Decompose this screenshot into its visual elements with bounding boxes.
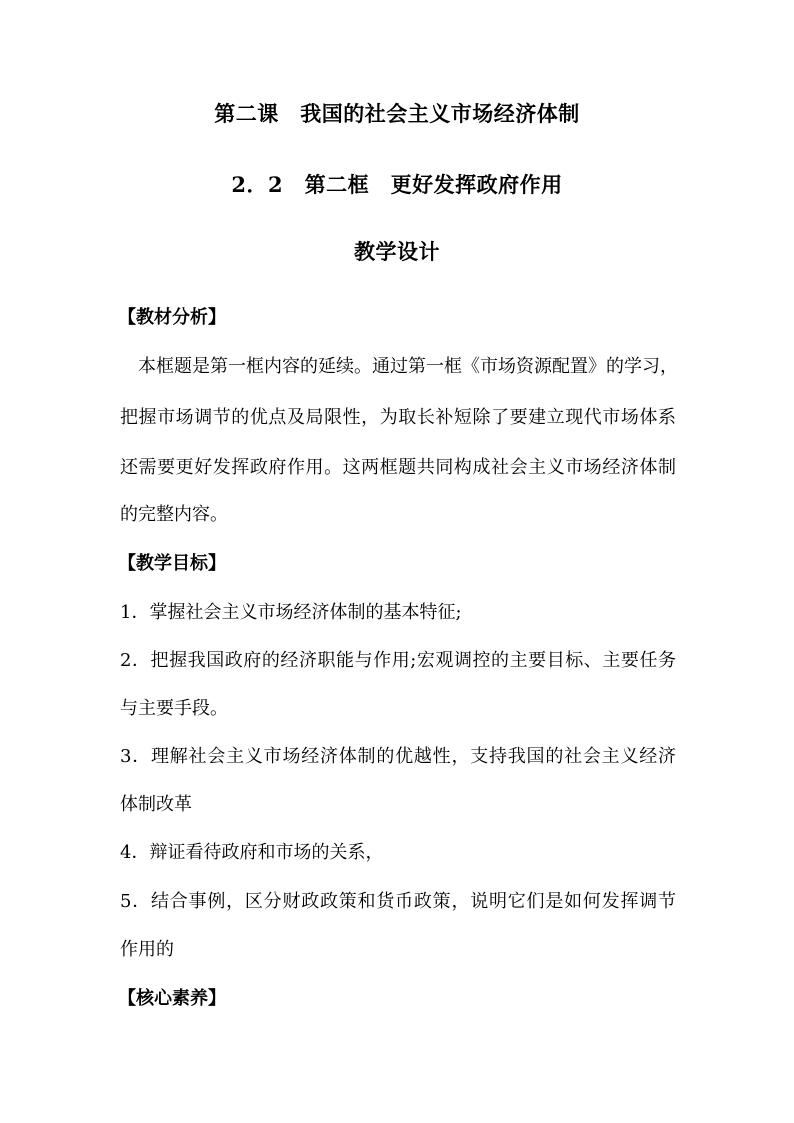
objective-item-continued: 与主要手段。 (120, 698, 228, 719)
objective-item: 4．辩证看待政府和市场的关系， (120, 842, 384, 863)
objectives-heading: 【教学目标】 (118, 553, 226, 574)
document-type-title: 教学设计 (354, 239, 440, 264)
objective-item-continued: 体制改革 (120, 794, 192, 815)
analysis-paragraph-line: 还需要更好发挥政府作用。这两框题共同构成社会主义市场经济体制 (120, 457, 676, 478)
objective-item: 5．结合事例，区分财政政策和货币政策，说明它们是如何发挥调节 (120, 891, 676, 912)
objective-item: 1．掌握社会主义市场经济体制的基本特征; (120, 602, 462, 623)
analysis-paragraph-line: 的完整内容。 (120, 504, 228, 525)
objective-item-continued: 作用的 (120, 939, 174, 960)
analysis-paragraph-line: 本框题是第一框内容的延续。通过第一框《市场资源配置》的学习， (138, 356, 678, 377)
objective-item: 2．把握我国政府的经济职能与作用;宏观调控的主要目标、主要任务 (120, 650, 676, 671)
analysis-paragraph-line: 把握市场调节的优点及局限性，为取长补短除了要建立现代市场体系 (120, 407, 676, 428)
objective-item: 3．理解社会主义市场经济体制的优越性，支持我国的社会主义经济 (120, 746, 676, 767)
literacy-heading: 【核心素养】 (118, 988, 226, 1009)
section-title: 2．2 第二框 更好发挥政府作用 (231, 172, 563, 197)
analysis-heading: 【教材分析】 (118, 307, 226, 328)
lesson-title: 第二课 我国的社会主义市场经济体制 (214, 101, 580, 126)
